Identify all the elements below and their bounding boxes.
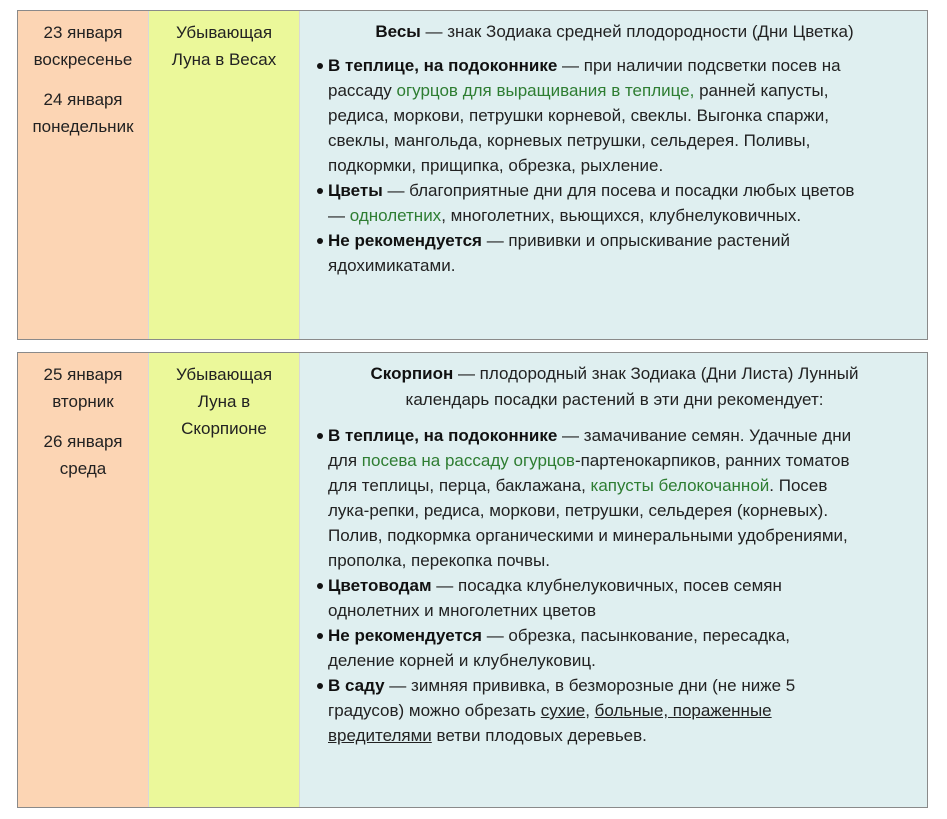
item-title: Не рекомендуется (328, 231, 482, 250)
item-title: Цветоводам (328, 576, 432, 595)
zodiac-sign-name: Скорпион (370, 364, 454, 383)
date-day: 25 января (43, 365, 123, 384)
moon-phase-line: Луна в (197, 392, 251, 411)
zodiac-sign-name: Весы (375, 22, 421, 41)
date-cell (18, 353, 149, 807)
recommendations-cell (300, 11, 927, 339)
zodiac-sign-desc: календарь посадки растений в эти дни рекомендует: (405, 390, 824, 409)
zodiac-heading (314, 361, 915, 413)
item-title: В саду (328, 676, 385, 695)
zodiac-sign-desc: — знак Зодиака средней плодородности (Дни Цветка) (420, 22, 854, 41)
moon-phase-line: Убывающая (175, 23, 273, 42)
dry-branches-link[interactable]: сухие (540, 701, 586, 720)
item-title: В теплице, на подоконнике (328, 56, 558, 75)
cucumber-seedling-link[interactable]: посева на рассаду огурцов (361, 451, 575, 470)
date-block (18, 19, 148, 73)
annuals-link[interactable]: однолетних (349, 206, 442, 225)
date-cell (18, 11, 149, 339)
recommendations-cell (300, 353, 927, 807)
recommendation-list (314, 423, 915, 748)
date-weekday: среда (59, 459, 107, 478)
cucumber-greenhouse-link[interactable]: огурцов для выращивания в теплице, (396, 81, 695, 100)
list-item: В теплице, на подоконнике — замачивание семян. Удачные дни для посева на рассаду огурцов-партенокарпиков, ранних томатов для теплицы, перца, баклажана, капусты белокочанной. Посев лука-репки, редиса, моркови, петрушки, сельдерея (корневых). Полив, подкормка органическими и минеральными удобрениями, прополка, перекопка почвы. (328, 423, 915, 573)
list-item: В теплице, на подоконнике — при наличии подсветки посев на рассаду огурцов для выращивания в теплице, ранней капусты, редиса, моркови, петрушки корневой, свеклы. Выгонка спаржи, свеклы, мангольда, корневых петрушки, сельдерея. Поливы, подкормки, прищипка, обрезка, рыхление. (328, 53, 915, 178)
date-day: 24 января (43, 90, 123, 109)
zodiac-sign-desc: — плодородный знак Зодиака (Дни Листа) Лунный (453, 364, 859, 383)
date-block (18, 86, 148, 140)
list-item: Не рекомендуется — прививки и опрыскивание растений ядохимикатами. (328, 228, 915, 278)
date-block (18, 428, 148, 482)
list-item: Не рекомендуется — обрезка, пасынкование, пересадка, деление корней и клубнелуковиц. (328, 623, 915, 673)
date-day: 26 января (43, 432, 123, 451)
moon-phase-cell (149, 353, 300, 807)
moon-phase-line: Убывающая (175, 365, 273, 384)
date-weekday: вторник (52, 392, 114, 411)
white-cabbage-link[interactable]: капусты белокочанной (590, 476, 770, 495)
list-item: Цветоводам — посадка клубнелуковичных, посев семян однолетних и многолетних цветов (328, 573, 915, 623)
item-title: Не рекомендуется (328, 626, 482, 645)
list-item: Цветы — благоприятные дни для посева и посадки любых цветов — однолетних, многолетних, вьющихся, клубнелуковичных. (328, 178, 915, 228)
pests-link[interactable]: вредителями (328, 726, 432, 745)
moon-phase-cell (149, 11, 300, 339)
recommendation-list (314, 53, 915, 278)
calendar-row-scorpio (17, 352, 928, 808)
zodiac-heading (314, 19, 915, 44)
date-day: 23 января (43, 23, 123, 42)
item-title: Цветы (328, 181, 383, 200)
item-title: В теплице, на подоконнике (328, 426, 558, 445)
calendar-row-libra (17, 10, 928, 340)
date-weekday: воскресенье (33, 50, 133, 69)
diseased-branches-link[interactable]: больные, пораженные (594, 701, 772, 720)
moon-phase-line: Скорпионе (181, 419, 267, 438)
list-item: В саду — зимняя прививка, в безморозные дни (не ниже 5 градусов) можно обрезать сухие, больные, пораженные вредителями ветви плодовых деревьев. (328, 673, 915, 748)
moon-phase-line: Луна в Весах (171, 50, 277, 69)
date-block (18, 361, 148, 415)
date-weekday: понедельник (32, 117, 134, 136)
